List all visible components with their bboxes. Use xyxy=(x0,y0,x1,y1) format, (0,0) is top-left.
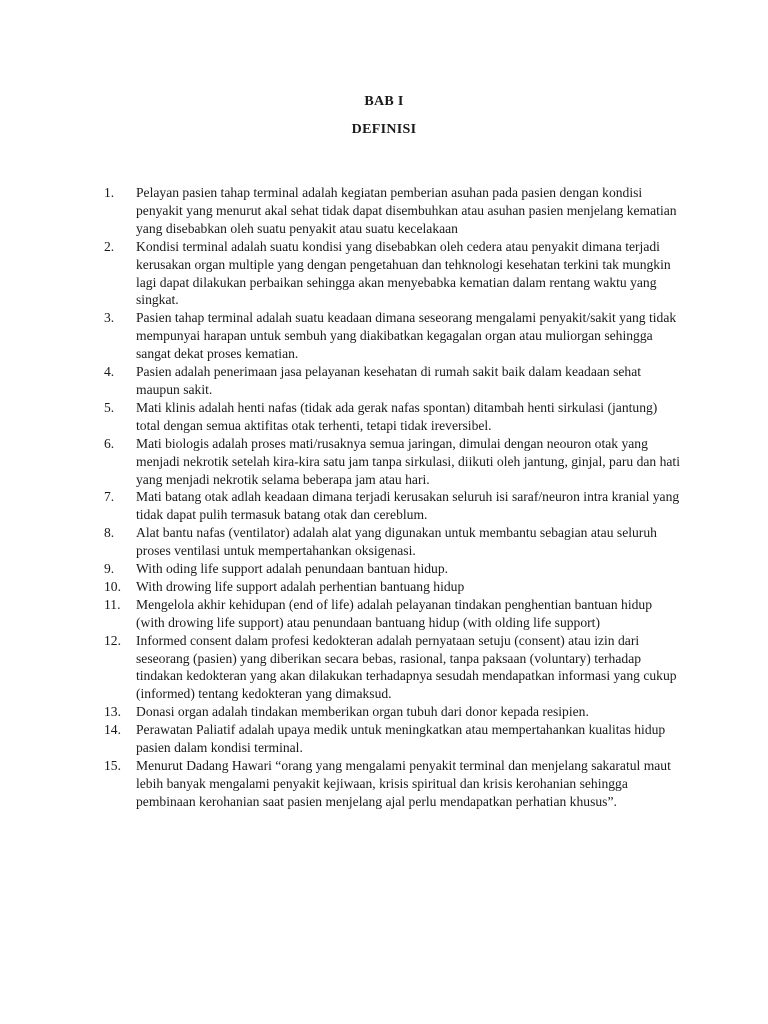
section-title: DEFINISI xyxy=(351,122,417,137)
item-text: Informed consent dalam profesi kedokteran adalah pernyataan setuju (consent) atau izin dari seseorang (pasien) yang diberikan secara bebas, rasional, tanpa paksaan (voluntary) terhadap tindakan kedokteran yang akan dilakukan terhadapnya sesudah mendapatkan informasi yang cukup (informed) tentang kedokteran yang dimaksud. xyxy=(136,632,677,702)
item-text: Mati biologis adalah proses mati/rusaknya semua jaringan, dimulai dengan neouron otak yang menjadi nekrotik setelah kira-kira satu jam tanpa sirkulasi, diikuti oleh jantung, ginjal, paru dan hati yang menjadi nekrotik selama beberapa jam atau hari. xyxy=(136,435,680,487)
item-number: 1. xyxy=(104,185,115,200)
list-item xyxy=(104,721,684,757)
item-number: 15. xyxy=(104,758,121,773)
item-number: 12. xyxy=(104,632,121,648)
item-number: 2. xyxy=(104,238,115,254)
list-item xyxy=(104,757,684,811)
item-text: Perawatan Paliatif adalah upaya medik untuk meningkatkan atau mempertahankan kualitas hidup pasien dalam kondisi terminal. xyxy=(136,722,666,756)
list-item xyxy=(104,578,684,596)
item-number: 10. xyxy=(104,578,121,594)
list-item xyxy=(104,560,684,578)
item-number: 13. xyxy=(104,704,121,720)
item-text: Menurut Dadang Hawari “orang yang mengalami penyakit terminal dan menjelang sakaratul maut lebih banyak mengalami penyakit kejiwaan, krisis spiritual dan krisis kerohanian sehingga pembinaan kerohanian saat pasien menjelang ajal perlu mendapatkan perhatian khusus”. xyxy=(136,758,671,809)
item-text: Mati batang otak adlah keadaan dimana terjadi kerusakan seluruh isi saraf/neuron intra kranial yang tidak dapat pulih termasuk batang otak dan cereblum. xyxy=(136,489,680,523)
list-item xyxy=(104,632,684,704)
item-text: Pasien tahap terminal adalah suatu keadaan dimana seseorang mengalami penyakit/sakit yang tidak mempunyai harapan untuk sembuh yang diakibatkan kegagalan organ atau muliorgan sehingga sangat dekat proses kematian. xyxy=(136,310,677,362)
item-number: 7. xyxy=(104,489,115,505)
list-item xyxy=(104,524,684,560)
item-text: With drowing life support adalah perhentian bantuang hidup xyxy=(136,578,465,594)
item-number: 9. xyxy=(104,561,115,577)
list-item xyxy=(104,399,684,435)
item-number: 8. xyxy=(104,525,115,541)
list-item xyxy=(104,435,684,489)
item-number: 3. xyxy=(104,310,115,326)
item-text: Pelayan pasien tahap terminal adalah kegiatan pemberian asuhan pada pasien dengan kondisi penyakit yang menurut akal sehat tidak dapat disembuhkan atau asuhan pasien menjelang kematian yang disebabkan oleh suatu penyakit atau suatu kecelakaan xyxy=(136,185,677,236)
item-number: 14. xyxy=(104,722,121,738)
list-item xyxy=(104,238,684,310)
item-number: 6. xyxy=(104,435,115,451)
list-item xyxy=(104,309,684,363)
item-number: 11. xyxy=(104,596,121,612)
item-text: Alat bantu nafas (ventilator) adalah alat yang digunakan untuk membantu sebagian atau seluruh proses ventilasi untuk mempertahankan oksigenasi. xyxy=(136,525,657,559)
item-number: 5. xyxy=(104,399,115,415)
list-item xyxy=(104,703,684,721)
item-text: Pasien adalah penerimaan jasa pelayanan kesehatan di rumah sakit baik dalam keadaan sehat maupun sakit. xyxy=(136,364,642,397)
item-number: 4. xyxy=(104,364,115,380)
chapter-heading: BAB I xyxy=(364,94,404,109)
item-text: Kondisi terminal adalah suatu kondisi yang disebabkan oleh cedera atau penyakit dimana terjadi kerusakan organ multiple yang dengan pengetahuan dan tehknologi kesehatan terkini tak mungkin lagi dapat dilakukan perbaikan sehingga akan menyebabka kematian dalam rentang waktu yang singkat. xyxy=(136,238,671,308)
list-item xyxy=(104,596,684,632)
definition-list xyxy=(104,184,684,811)
list-item xyxy=(104,363,684,399)
item-text: With oding life support adalah penundaan bantuan hidup. xyxy=(136,561,449,577)
item-text: Mati klinis adalah henti nafas (tidak ada gerak nafas spontan) ditambah henti sirkulasi (jantung) total dengan semua aktifitas otak terhenti, tetapi tidak ireversibel. xyxy=(136,399,658,433)
list-item xyxy=(104,488,684,524)
list-item xyxy=(104,184,684,238)
item-text: Mengelola akhir kehidupan (end of life) adalah pelayanan tindakan penghentian bantuan hidup (with drowing life support) atau penundaan bantuang hidup (with olding life support) xyxy=(136,596,652,630)
item-text: Donasi organ adalah tindakan memberikan organ tubuh dari donor kepada resipien. xyxy=(136,704,589,720)
